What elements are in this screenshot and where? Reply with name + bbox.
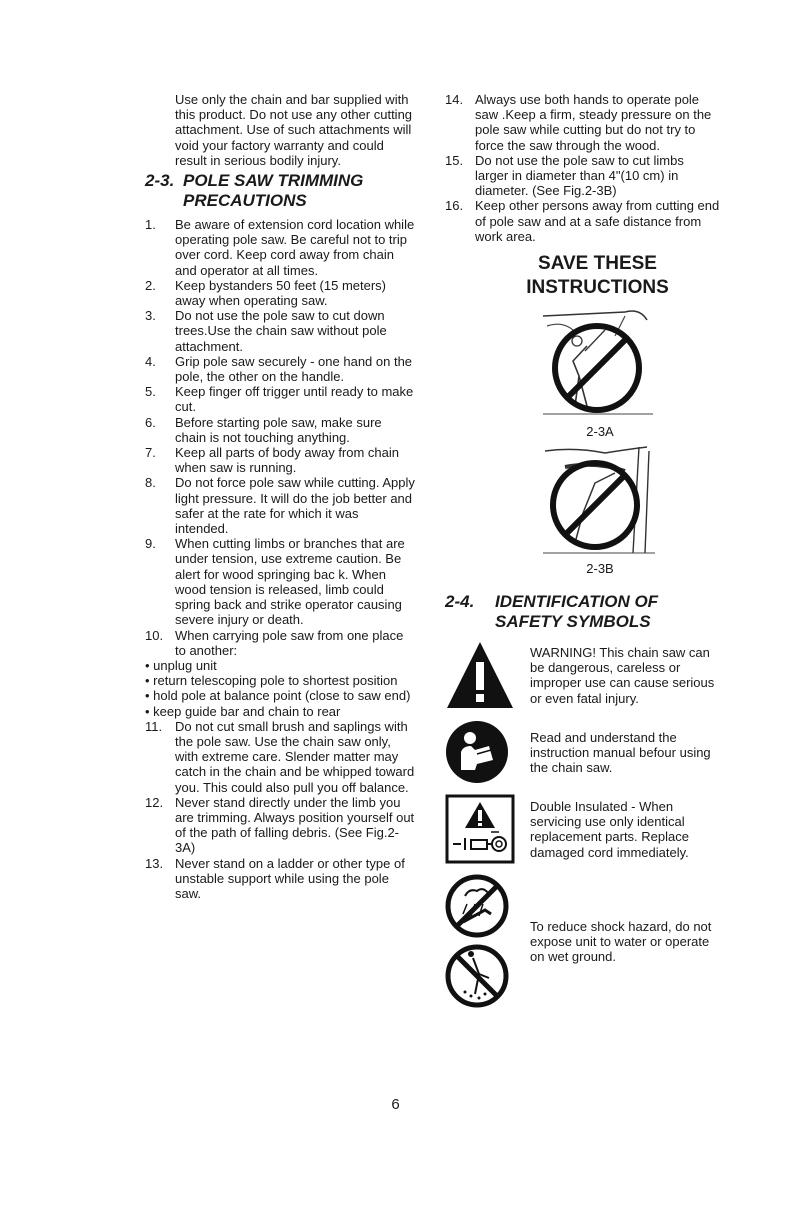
no-rain-icon [445,874,525,1008]
list-item [145,278,415,308]
save-line2: INSTRUCTIONS [526,277,669,299]
page-number: 6 [391,1096,400,1113]
item-text: Do not cut small brush and saplings with the pole saw. Use the chain saw only, with extreme care. Slender matter may catch in the chain and be whipped toward you. This could also pull you off balance. [175,718,415,795]
figure-2-3b [535,443,665,576]
symbol-row [445,720,720,784]
item-number: 9. [145,536,156,552]
no-rain-cloud-icon [445,874,509,938]
list-item [145,856,415,902]
item-text: When carrying pole saw from one place to another: [175,627,404,658]
item-number: 1. [145,217,156,233]
section-title-line2: PRECAUTIONS [183,191,307,211]
symbol-text: Read and understand the instruction manual befour using the chain saw. [530,729,711,776]
list-item [145,384,415,414]
item-number: 13. [145,855,164,871]
item-number: 16. [445,198,464,214]
item-text: Keep other persons away from cutting end of pole saw and at a safe distance from work area. [475,198,720,244]
list-item [445,198,720,244]
right-column [445,92,720,1018]
item-text: Be aware of extension cord location while operating pole saw. Be careful not to trip over cord. Keep cord away from chain and operator at all times. [175,217,415,278]
item-text: Keep bystanders 50 feet (15 meters) away when operating saw. [175,277,387,309]
list-item [145,415,415,445]
list-item [145,719,415,795]
item-text: Do not force pole saw while cutting. Apply light pressure. It will do the job better and safer at the rate for which it was intended. [175,475,415,537]
list-item [145,536,415,627]
item-number: 2. [145,277,156,293]
item-text: When cutting limbs or branches that are under tension, use extreme caution. Be alert for wood springing bac k. When wood tension is released, limb could spring back and strike operator causing severe injury or death. [175,536,405,628]
item-number: 11. [145,718,163,734]
section-title-line2: SAFETY SYMBOLS [495,612,651,632]
item-number: 3. [145,308,156,324]
list-item [445,92,720,153]
item-number: 15. [445,152,464,168]
no-wet-ground-icon [445,944,509,1008]
no-cutting-large-limb-icon [535,443,665,561]
bullet-item: • return telescoping pole to shortest position [145,673,415,688]
item-number: 5. [145,384,156,400]
bullet-item: • unplug unit [145,658,415,673]
item-text: Before starting pole saw, make sure chain is not touching anything. [175,414,382,445]
item-number: 4. [145,353,156,369]
section-title-safety-symbols [445,592,720,632]
left-column [145,92,415,901]
bullet-item: • hold pole at balance point (close to saw end) [145,688,415,703]
save-line1: SAVE THESE [538,253,657,275]
symbol-text: WARNING! This chain saw can be dangerous, careless or improper use can cause serious or even fatal injury. [530,645,715,706]
section-number: 2-4. [445,592,475,612]
item-number: 10. [145,627,164,643]
symbol-row [445,874,720,1008]
item-text: Always use both hands to operate pole saw .Keep a firm, steady pressure on the pole saw while cutting but do not try to force the saw through the wood. [475,92,712,153]
item-number: 14. [445,92,464,107]
symbol-text: Double Insulated - When servicing use only identical replacement parts. Replace damaged cord immediately. [530,799,689,860]
section-title-line1: IDENTIFICATION OF [495,592,659,612]
symbol-text: To reduce shock hazard, do not expose unit to water or operate on wet ground. [530,918,712,965]
item-number: 12. [145,794,164,810]
item-text: Keep all parts of body away from chain when saw is running. [175,445,400,476]
list-item [145,308,415,354]
figure-caption: 2-3B [586,561,614,577]
list-item [145,354,415,384]
section-title-line1: POLE SAW TRIMMING [183,171,364,191]
item-text: Do not use the pole saw to cut limbs larger in diameter than 4"(10 cm) in diameter. (See Fig.2-3B) [475,152,684,199]
symbol-row [445,794,720,864]
item-number: 7. [145,445,156,461]
bullet-item: • keep guide bar and chain to rear [145,704,415,719]
item-text: Never stand on a ladder or other type of unstable support while using the pole saw. [175,855,405,901]
item-number: 8. [145,475,156,491]
read-manual-icon [445,720,525,784]
section-number: 2-3. [145,171,175,191]
item-text: Never stand directly under the limb you are trimming. Always position yourself out of the path of falling debris. (See Fig.2-3A) [175,794,415,856]
save-instructions-heading [475,252,720,300]
figure-2-3a [535,306,665,439]
item-text: Grip pole saw securely - one hand on the pole, the other on the handle. [175,353,413,385]
symbol-row [445,640,720,710]
no-standing-under-limb-icon [535,306,665,424]
item-text: Keep finger off trigger until ready to make cut. [175,384,414,415]
list-item [145,795,415,856]
warning-triangle-icon [445,640,525,710]
list-item [145,475,415,536]
figure-caption: 2-3A [586,424,614,440]
list-item [145,628,415,658]
double-insulated-icon [445,794,525,864]
section-title-pole-saw-precautions [145,171,415,211]
list-item [445,153,720,199]
item-number: 6. [145,414,156,430]
item-text: Do not use the pole saw to cut down trees.Use the chain saw without pole attachment. [175,308,387,354]
list-item [145,217,415,278]
list-item [145,445,415,475]
intro-paragraph: Use only the chain and bar supplied with this product. Do not use any other cutting attachment. Use of such attachments will void your factory warranty and could result in serious bodily injury. [175,92,413,168]
